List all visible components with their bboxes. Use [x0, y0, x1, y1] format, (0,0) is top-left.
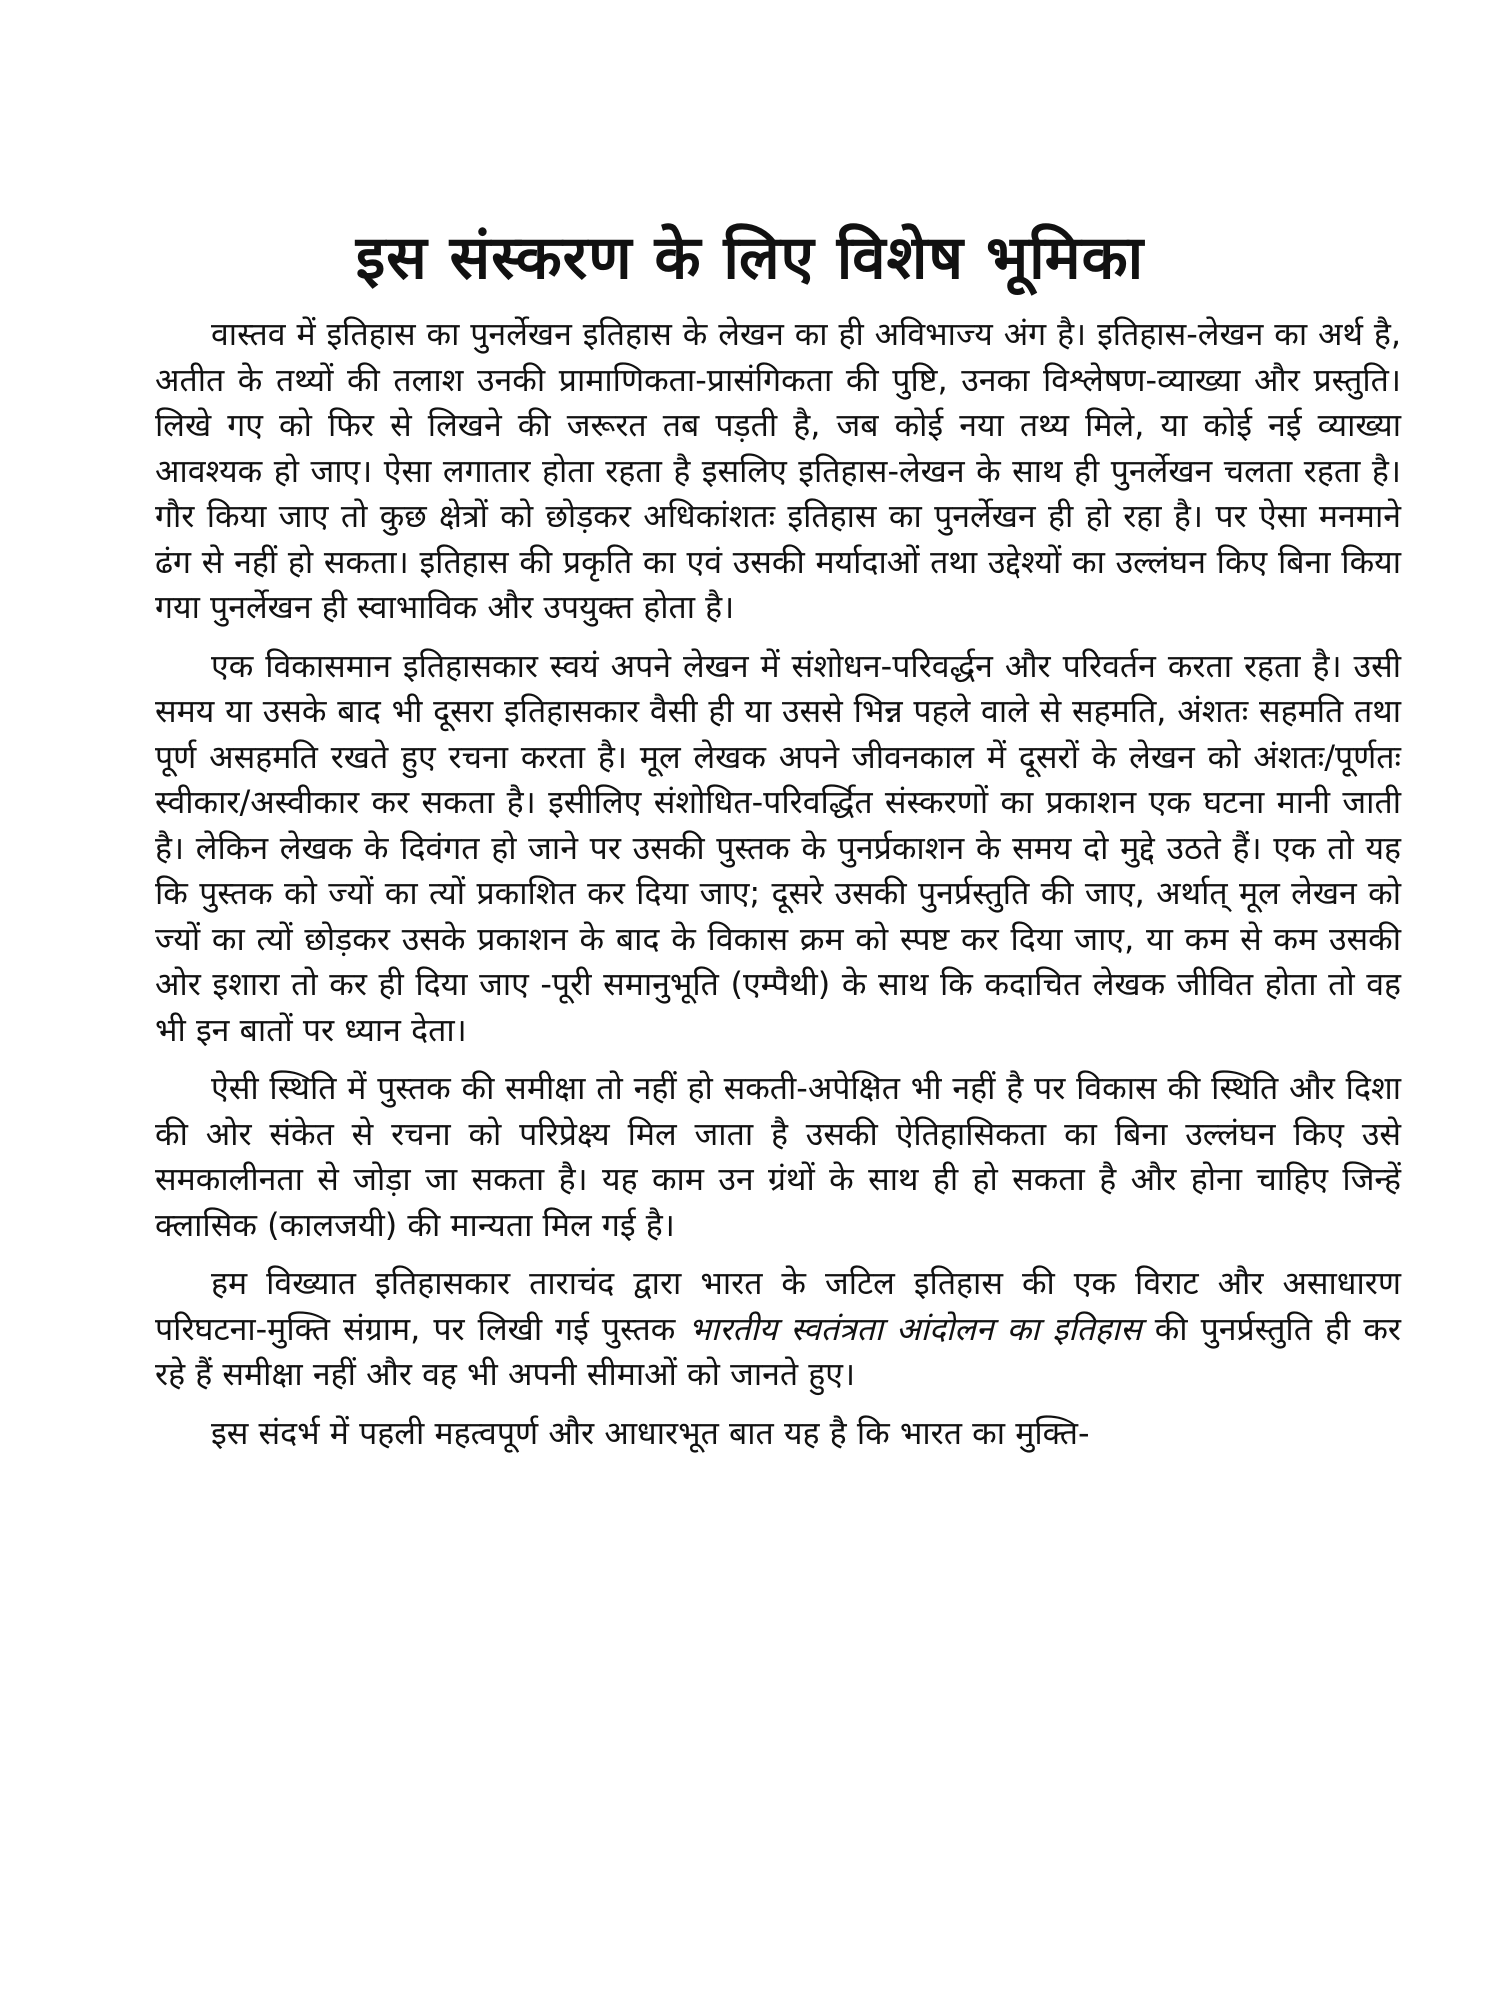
- book-title: भारतीय स्वतंत्रता आंदोलन का इतिहास: [688, 1309, 1142, 1348]
- paragraph-4-after: की पुनर्प्रस्तुति ही कर रहे हैं समीक्षा नहीं और वह भी अपनी सीमाओं को जानते हुए।: [155, 1309, 1401, 1393]
- paragraph-1: वास्तव में इतिहास का पुनर्लेखन इतिहास के लेखन का ही अविभाज्य अंग है। इतिहास-लेखन का अर्थ है, अतीत के तथ्यों की तलाश उनकी प्रामाणिकता-प्रासंगिकता की पुष्टि, उनका विश्लेषण-व्याख्या और प्रस्तुति। लिखे गए को फिर से लिखने की जरूरत तब पड़ती है, जब कोई नया तथ्य मिले, या कोई नई व्याख्या आवश्यक हो जाए। ऐसा लगातार होता रहता है इसलिए इतिहास-लेखन के साथ ही पुनर्लेखन चलता रहता है। गौर किया जाए तो कुछ क्षेत्रों को छोड़कर अधिकांशतः इतिहास का पुनर्लेखन ही हो रहा है। पर ऐसा मनमाने ढंग से नहीं हो सकता। इतिहास की प्रकृति का एवं उसकी मर्यादाओं तथा उद्देश्यों का उल्लंघन किए बिना किया गया पुनर्लेखन ही स्वाभाविक और उपयुक्त होता है।: [155, 315, 1401, 626]
- page-title: इस संस्करण के लिए विशेष भूमिका: [355, 223, 1145, 294]
- paragraph-4: [155, 1261, 1401, 1398]
- paragraph-3: ऐसी स्थिति में पुस्तक की समीक्षा तो नहीं हो सकती-अपेक्षित भी नहीं है पर विकास की स्थिति और दिशा की ओर संकेत से रचना को परिप्रेक्ष्य मिल जाता है उसकी ऐतिहासिकता का बिना उल्लंघन किए उसे समकालीनता से जोड़ा जा सकता है। यह काम उन ग्रंथों के साथ ही हो सकता है और होना चाहिए जिन्हें क्लासिक (कालजयी) की मान्यता मिल गई है।: [155, 1069, 1401, 1244]
- paragraph-2: एक विकासमान इतिहासकार स्वयं अपने लेखन में संशोधन-परिवर्द्धन और परिवर्तन करता रहता है। उसी समय या उसके बाद भी दूसरा इतिहासकार वैसी ही या उससे भिन्न पहले वाले से सहमति, अंशतः सहमति तथा पूर्ण असहमति रखते हुए रचना करता है। मूल लेखक अपने जीवनकाल में दूसरों के लेखन को अंशतः/पूर्णतः स्वीकार/अस्वीकार कर सकता है। इसीलिए संशोधित-परिवर्द्धित संस्करणों का प्रकाशन एक घटना मानी जाती है। लेकिन लेखक के दिवंगत हो जाने पर उसकी पुस्तक के पुनर्प्रकाशन के समय दो मुद्दे उठते हैं। एक तो यह कि पुस्तक को ज्यों का त्यों प्रकाशित कर दिया जाए; दूसरे उसकी पुनर्प्रस्तुति की जाए, अर्थात् मूल लेखन को ज्यों का त्यों छोड़कर उसके प्रकाशन के बाद के विकास क्रम को स्पष्ट कर दिया जाए, या कम से कम उसकी ओर इशारा तो कर ही दिया जाए -पूरी समानुभूति (एम्पैथी) के साथ कि कदाचित लेखक जीवित होता तो वह भी इन बातों पर ध्यान देता।: [155, 646, 1401, 1049]
- paragraph-5: इस संदर्भ में पहली महत्वपूर्ण और आधारभूत बात यह है कि भारत का मुक्ति-: [211, 1413, 1090, 1452]
- body-text: [155, 312, 1401, 1469]
- paragraph-4-before: हम विख्यात इतिहासकार ताराचंद द्वारा भारत के जटिल इतिहास की एक विराट और असाधारण परिघटना-मुक्ति संग्राम, पर लिखी गई पुस्तक: [155, 1264, 1401, 1348]
